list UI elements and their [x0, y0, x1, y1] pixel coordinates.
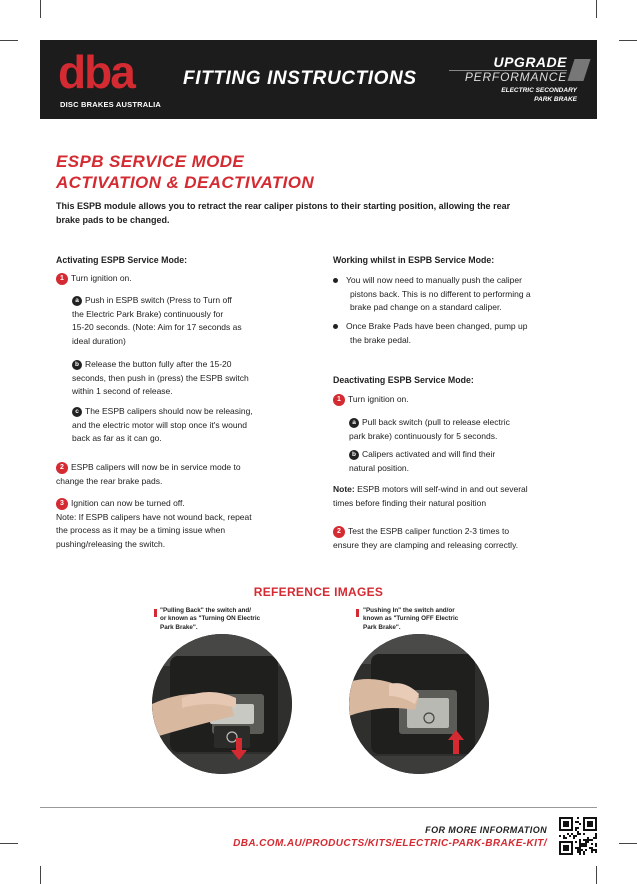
bullet-line: You will now need to manually push the caliper [346, 275, 522, 285]
bullet-line: Once Brake Pads have been changed, pump up [346, 321, 528, 331]
bullet-line: pistons back. This is no different to performing a [350, 288, 531, 299]
caption-accent [356, 609, 359, 617]
deactivating-note [333, 483, 528, 510]
substep-letter-badge: c [72, 407, 82, 417]
substep-line: Calipers activated and will find their [362, 449, 496, 459]
caption-line: "Pulling Back" the switch and/ [160, 607, 251, 614]
deactivating-heading: Deactivating ESPB Service Mode: [333, 375, 474, 385]
step-line: Ignition can now be turned off. [71, 498, 185, 508]
crop-mark [619, 40, 637, 41]
photo-illustration [152, 634, 292, 774]
badge-accent-bar [567, 59, 590, 81]
activating-step-3 [56, 497, 252, 551]
caption-line: Park Brake". [363, 623, 401, 631]
deactivating-step-2 [333, 525, 518, 552]
dba-logo [58, 50, 168, 110]
bullet-line: the brake pedal. [350, 334, 411, 345]
activating-step-1 [56, 272, 132, 286]
substep-line: the Electric Park Brake) continuously for [72, 308, 224, 319]
photo-illustration [349, 634, 489, 774]
working-heading: Working whilst in ESPB Service Mode: [333, 255, 495, 265]
badge-line-2: PARK BRAKE [534, 96, 577, 103]
caption-line: "Pushing In" the switch and/or [363, 607, 455, 614]
note-line: ESPB motors will self-wind in and out several [354, 484, 528, 494]
crop-mark [0, 843, 18, 844]
badge-performance-text: PERFORMANCE [464, 70, 567, 84]
substep-line: within 1 second of release. [72, 386, 173, 396]
bullet-line: brake pad change on a standard caliper. [350, 302, 502, 312]
caption-line: known as "Turning OFF Electric [363, 615, 459, 623]
caption-line: or known as "Turning ON Electric [160, 615, 261, 623]
left-image-caption [160, 607, 260, 632]
substep-line: seconds, then push in (press) the ESPB switch [72, 372, 249, 383]
activating-step-2 [56, 461, 241, 488]
deactivating-substep-b [333, 448, 495, 475]
substep-letter-badge: b [349, 450, 359, 460]
right-image-caption [363, 607, 458, 632]
footer-divider [40, 807, 597, 808]
document-title [56, 151, 314, 193]
substep-line: Push in ESPB switch (Press to Turn off [85, 295, 232, 305]
svg-text:dba: dba [58, 50, 134, 96]
substep-letter-badge: a [349, 418, 359, 428]
dba-logo-mark [58, 50, 158, 96]
header-banner [40, 40, 597, 119]
crop-mark [619, 843, 637, 844]
bullet-dot [333, 324, 338, 329]
substep-letter-badge: b [72, 360, 82, 370]
activating-substep-a [56, 294, 242, 348]
intro-paragraph: This ESPB module allows you to retract the rear caliper pistons to their starting position, allowing the rear brake pads to be changed. [56, 201, 511, 225]
badge-upgrade-text: UPGRADE [493, 54, 567, 70]
crop-mark [0, 40, 18, 41]
crop-mark [596, 0, 597, 18]
pull-back-switch-photo [152, 634, 292, 774]
step-line: ensure they are clamping and releasing correctly. [333, 539, 519, 550]
deactivating-substep-a [333, 416, 510, 443]
step-line: ESPB calipers will now be in service mode to [71, 462, 241, 472]
deactivating-step-1 [333, 393, 409, 407]
step-number-badge: 2 [56, 462, 68, 474]
substep-letter-badge: a [72, 296, 82, 306]
push-in-switch-photo [349, 634, 489, 774]
title-line-2: ACTIVATION & DEACTIVATION [56, 173, 315, 192]
substep-line: The ESPB calipers should now be releasing, [85, 406, 253, 416]
step-line: pushing/releasing the switch. [56, 538, 166, 549]
caption-accent [154, 609, 157, 617]
activating-substep-b [56, 358, 249, 399]
crop-mark [596, 866, 597, 884]
bullet-dot [333, 278, 338, 283]
activating-heading: Activating ESPB Service Mode: [56, 255, 188, 265]
step-number-badge: 3 [56, 498, 68, 510]
step-line: the process as it may be a timing issue when [56, 525, 226, 535]
caption-line: Park Brake". [160, 623, 198, 631]
crop-mark [40, 866, 41, 884]
working-bullet-2 [333, 320, 527, 347]
page-header-title: FITTING INSTRUCTIONS [183, 68, 417, 89]
step-line: change the rear brake pads. [56, 475, 163, 486]
substep-line: back as far as it can go. [72, 433, 162, 443]
working-bullet-1 [333, 274, 531, 315]
substep-line: 15-20 seconds. (Note: Aim for 17 seconds as [72, 322, 242, 332]
step-number-badge: 1 [333, 394, 345, 406]
note-label: Note: [333, 484, 355, 494]
step-line: Note: If ESPB calipers have not wound back, repeat [56, 511, 252, 522]
step-number-badge: 1 [56, 273, 68, 285]
upgrade-performance-badge [427, 54, 577, 112]
step-text: Turn ignition on. [348, 394, 409, 404]
substep-line: Release the button fully after the 15-20 [85, 359, 232, 369]
reference-images-title: REFERENCE IMAGES [253, 585, 384, 599]
step-number-badge: 2 [333, 526, 345, 538]
note-line: times before finding their natural position [333, 497, 487, 508]
product-url-link[interactable]: DBA.COM.AU/PRODUCTS/KITS/ELECTRIC-PARK-BRAKE-KIT/ [233, 838, 547, 849]
step-line: Test the ESPB caliper function 2-3 times to [348, 526, 510, 536]
substep-line: natural position. [349, 462, 410, 473]
substep-line: ideal duration) [72, 335, 126, 346]
step-text: Turn ignition on. [71, 273, 132, 283]
more-info-label: FOR MORE INFORMATION [425, 825, 547, 835]
substep-line: park brake) continuously for 5 seconds. [349, 430, 498, 441]
badge-line-1: ELECTRIC SECONDARY [501, 87, 577, 94]
activating-substep-c [56, 405, 253, 446]
crop-mark [40, 0, 41, 18]
substep-line: and the electric motor will stop once it's wound [72, 419, 248, 430]
qr-code-icon[interactable] [559, 817, 597, 855]
qr-code-graphic [559, 817, 597, 855]
substep-line: Pull back switch (pull to release electric [362, 417, 510, 427]
logo-subtext: DISC BRAKES AUSTRALIA [60, 100, 162, 109]
title-line-1: ESPB SERVICE MODE [56, 152, 245, 171]
